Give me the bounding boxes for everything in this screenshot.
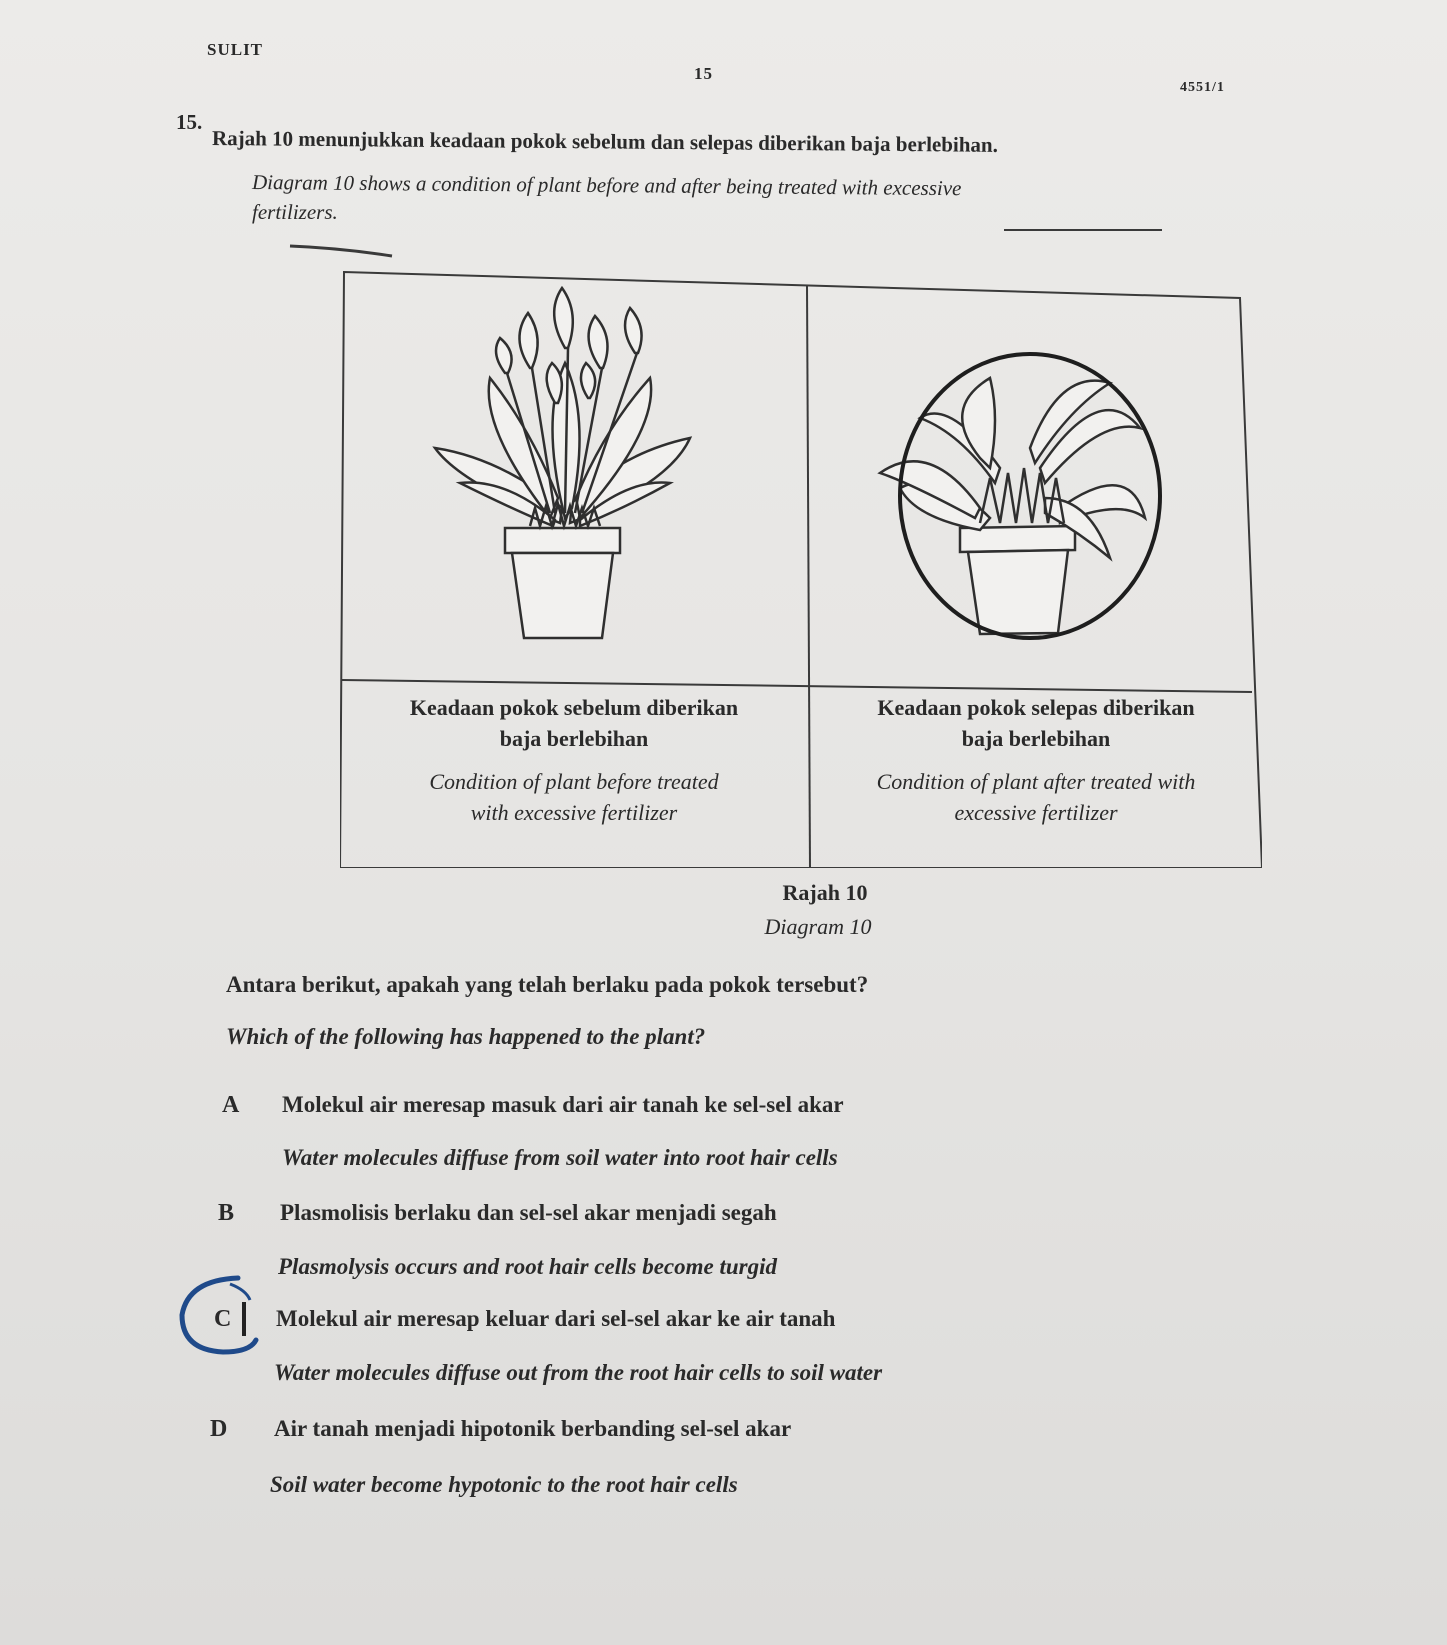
healthy-plant-illustration — [435, 288, 690, 638]
option-b-letter: B — [218, 1200, 235, 1226]
header-confidential: SULIT — [207, 40, 264, 59]
prompt-en: Which of the following has happened to the plant? — [226, 1024, 706, 1049]
caption-after-bm-1: Keadaan pokok selepas diberikan — [877, 695, 1195, 720]
caption-after-en-1: Condition of plant after treated with — [876, 769, 1196, 794]
option-c-letter: C — [214, 1306, 232, 1332]
option-c-bm: Molekul air meresap keluar dari sel-sel akar ke air tanah — [276, 1306, 836, 1331]
pen-underline-fertilizers — [280, 238, 400, 258]
question-text-en-line1: Diagram 10 shows a condition of plant before and after being treated with excessive — [251, 170, 962, 201]
question-text-en-line2: fertilizers. — [252, 200, 338, 224]
caption-before-bm-2: baja berlebihan — [499, 726, 649, 751]
option-a-letter: A — [222, 1092, 240, 1118]
option-b-bm: Plasmolisis berlaku dan sel-sel akar menjadi segah — [280, 1200, 777, 1225]
question-number: 15. — [176, 110, 203, 134]
header-page-number: 15 — [694, 64, 713, 83]
pen-underline-excessive — [1000, 222, 1170, 236]
option-d-bm: Air tanah menjadi hipotonik berbanding sel-sel akar — [274, 1416, 792, 1441]
caption-before-bm-1: Keadaan pokok sebelum diberikan — [409, 695, 739, 720]
question-text-bm: Rajah 10 menunjukkan keadaan pokok sebelum dan selepas diberikan baja berlebihan. — [211, 126, 999, 157]
caption-after-bm-2: baja berlebihan — [961, 726, 1111, 751]
prompt-bm: Antara berikut, apakah yang telah berlaku pada pokok tersebut? — [226, 972, 869, 997]
diagram-label-bm: Rajah 10 — [782, 880, 868, 905]
header-paper-code: 4551/1 — [1180, 80, 1225, 95]
caption-before-en-2: with excessive fertilizer — [470, 800, 678, 825]
option-d-en: Soil water become hypotonic to the root hair cells — [270, 1472, 738, 1497]
caption-before-en-1: Condition of plant before treated — [429, 769, 719, 794]
option-c-bracket — [242, 1302, 246, 1336]
wilted-plant-illustration — [880, 378, 1145, 634]
diagram-label-en: Diagram 10 — [764, 914, 872, 939]
option-c-en: Water molecules diffuse out from the root hair cells to soil water — [274, 1360, 883, 1385]
option-b-en: Plasmolysis occurs and root hair cells become turgid — [278, 1254, 777, 1279]
caption-before — [340, 692, 808, 828]
option-a-en: Water molecules diffuse from soil water into root hair cells — [282, 1145, 838, 1170]
option-a-bm: Molekul air meresap masuk dari air tanah ke sel-sel akar — [282, 1092, 844, 1117]
caption-after — [810, 692, 1262, 828]
option-d-letter: D — [210, 1416, 228, 1442]
diagram-10 — [340, 268, 1262, 868]
caption-after-en-2: excessive fertilizer — [954, 800, 1118, 825]
